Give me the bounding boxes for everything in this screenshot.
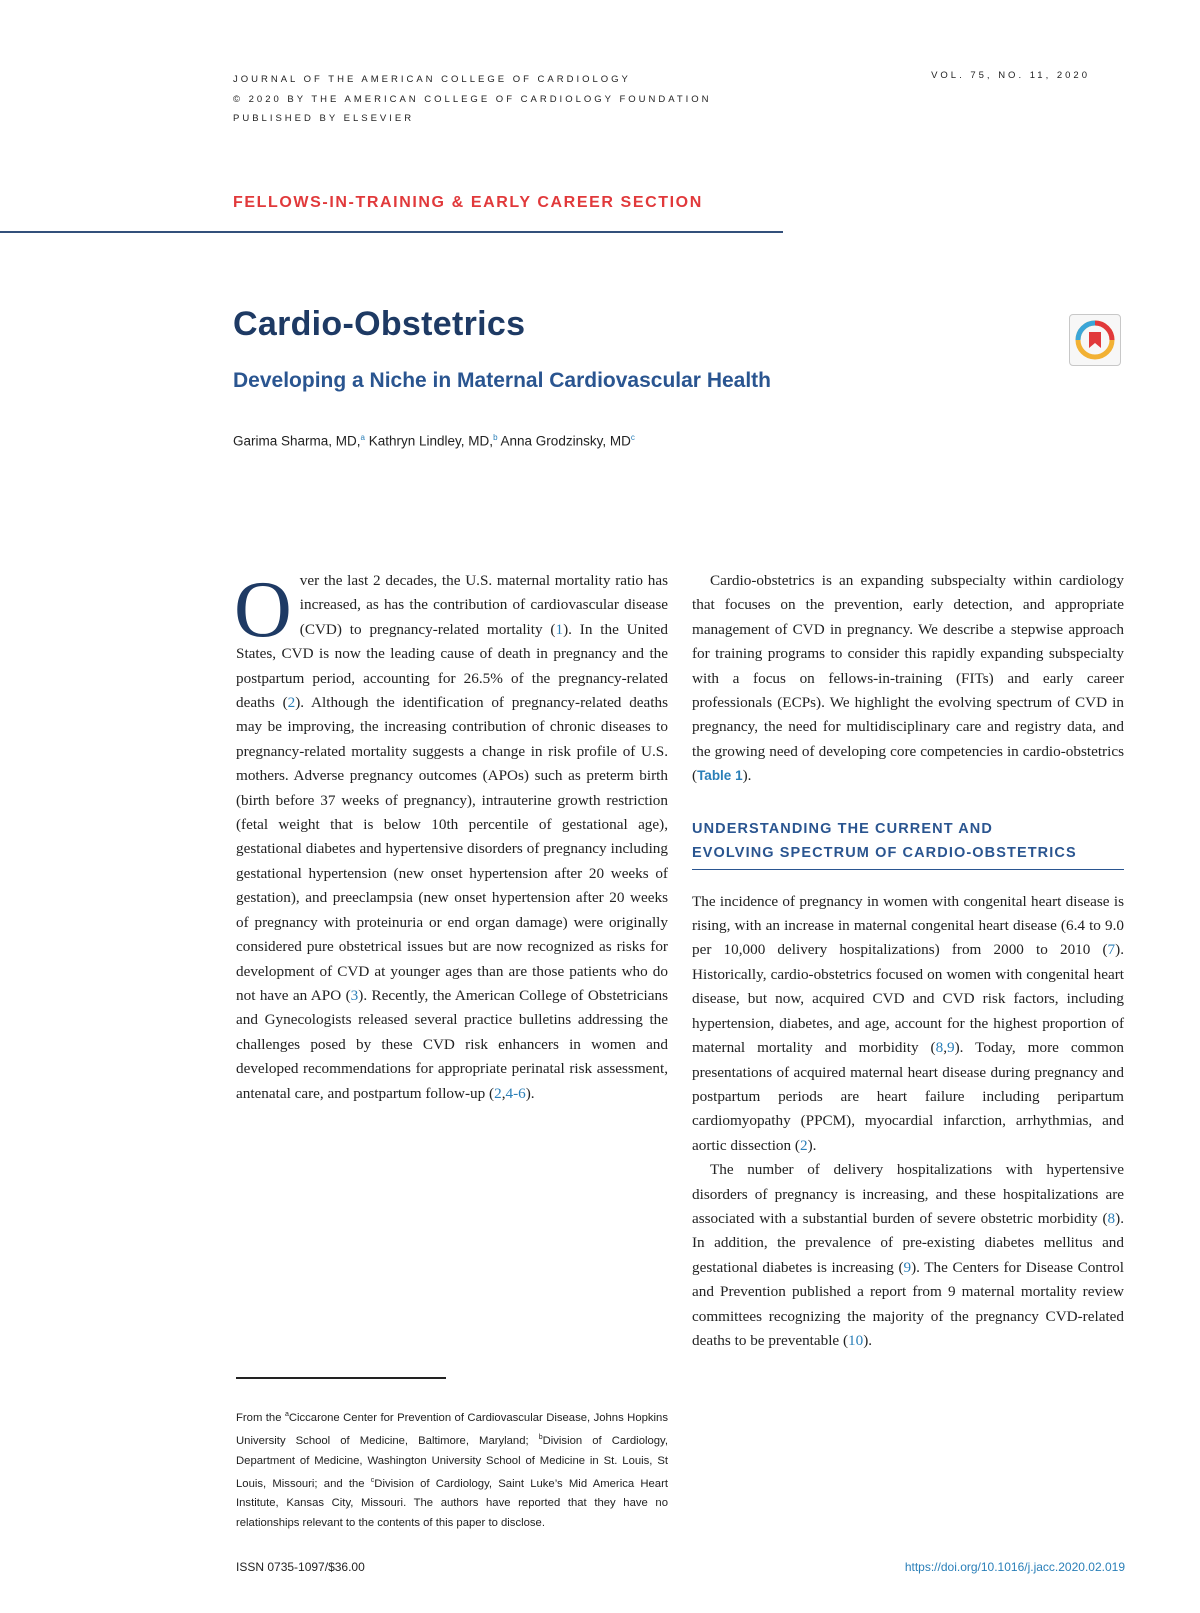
citation-link[interactable]: 8 bbox=[1107, 1209, 1116, 1227]
publisher-line: PUBLISHED BY ELSEVIER bbox=[233, 113, 415, 124]
journal-masthead bbox=[233, 70, 712, 129]
journal-name: JOURNAL OF THE AMERICAN COLLEGE OF CARDIOLOGY bbox=[233, 74, 631, 85]
paragraph: The incidence of pregnancy in women with congenital heart disease is rising, with an increase in maternal congenital heart disease (6.4 to 9.0 per 10,000 delivery hospitalizations) from 2000 to 2010 (7). Historically, cardio-obstetrics focused on women with congenital heart disease, but now, acquired CVD and CVD risk factors, including hypertension, diabetes, and age, account for the highest proportion of maternal mortality and morbidity (8,9). Today, more common presentations of acquired maternal heart disease during pregnancy and postpartum periods are heart failure including peripartum cardiomyopathy (PPCM), myocardial infarction, arrhythmias, and aortic dissection (2). bbox=[692, 892, 1125, 1154]
citation-link[interactable]: 7 bbox=[1107, 941, 1116, 959]
citation-link[interactable]: 9 bbox=[903, 1258, 912, 1276]
article-subtitle: Developing a Niche in Maternal Cardiovascular Health bbox=[233, 369, 771, 392]
affiliation-marker[interactable]: b bbox=[493, 433, 498, 442]
affiliation-marker[interactable]: a bbox=[360, 433, 365, 442]
copyright-line: © 2020 BY THE AMERICAN COLLEGE OF CARDIOLOGY FOUNDATION bbox=[233, 93, 712, 105]
table-link[interactable]: Table 1 bbox=[697, 768, 743, 784]
author-name: Anna Grodzinsky, MD bbox=[500, 433, 631, 449]
intro-paragraph: Over the last 2 decades, the U.S. maternal mortality ratio has increased, as has the contribution of cardiovascular disease (CVD) to pregnancy-related mortality (1). In the United States, CVD is now the leading cause of death in pregnancy and the postpartum period, accounting for 26.5% of the pregnancy-related deaths (2). Although the identification of pregnancy-related deaths may be improving, the increasing contribution of chronic diseases to pregnancy-related mortality suggests a change in risk profile of U.S. mothers. Adverse pregnancy outcomes (APOs) such as preterm birth (birth before 37 weeks of pregnancy), intrauterine growth restriction (fetal weight that is below 10th percentile of gestational age), gestational diabetes and hypertensive disorders of pregnancy including gestational hypertension (new onset hypertension after 20 weeks of gestation), and preeclampsia (new onset hypertension after 20 weeks of pregnancy with proteinuria or end organ damage) were originally considered pure obstetrical issues but are now recognized as risks for development of CVD at younger ages than are those patients who do not have an APO (3). Recently, the American College of Obstetricians and Gynecologists released several practice bulletins addressing the challenges posed by these CVD risk enhancers in women and developed recommendations for appropriate perinatal risk assessment, antenatal care, and postpartum follow-up (2,4-6). bbox=[234, 566, 668, 1102]
author-list bbox=[233, 433, 635, 449]
affiliation-marker[interactable]: c bbox=[630, 433, 635, 442]
issn-line: ISSN 0735-1097/$36.00 bbox=[236, 1560, 365, 1574]
citation-link[interactable]: 4-6 bbox=[505, 1084, 526, 1102]
check-for-updates-button[interactable] bbox=[1069, 314, 1121, 366]
body-column-left bbox=[234, 566, 668, 1106]
citation-link[interactable]: 9 bbox=[947, 1039, 955, 1057]
volume-info: VOL. 75, NO. 11, 2020 bbox=[931, 70, 1090, 81]
citation-link[interactable]: 2 bbox=[494, 1084, 502, 1102]
doi-link[interactable]: https://doi.org/10.1016/j.jacc.2020.02.019 bbox=[904, 1560, 1125, 1574]
author-name: Garima Sharma, MD, bbox=[233, 433, 361, 449]
citation-link[interactable]: 8 bbox=[935, 1039, 944, 1057]
section-label: FELLOWS-IN-TRAINING & EARLY CAREER SECTION bbox=[233, 194, 703, 211]
section-divider bbox=[0, 231, 783, 233]
citation-link[interactable]: 2 bbox=[799, 1136, 808, 1154]
author-name: Kathryn Lindley, MD, bbox=[368, 433, 494, 449]
crossmark-icon bbox=[1070, 315, 1120, 365]
paragraph: Cardio-obstetrics is an expanding subspecialty within cardiology that focuses on the prevention, early detection, and appropriate management of CVD in pregnancy. We describe a stepwise approach for training programs to consider this rapidly expanding subspecialty with a focus on fellows-in-training (FITs) and early career professionals (ECPs). We highlight the evolving spectrum of CVD in pregnancy, the need for multidisciplinary care and registry data, and the growing need of developing core competencies in cardio-obstetrics (Table 1). bbox=[692, 572, 1124, 785]
drop-cap: O bbox=[234, 566, 292, 654]
article-title: Cardio-Obstetrics bbox=[233, 305, 526, 343]
body-column-right bbox=[692, 569, 1124, 1353]
citation-link[interactable]: 10 bbox=[848, 1331, 864, 1349]
section-heading: UNDERSTANDING THE CURRENT AND EVOLVING SPECTRUM OF CARDIO-OBSTETRICS bbox=[692, 817, 1124, 870]
footnote-divider bbox=[236, 1377, 446, 1379]
paragraph: The number of delivery hospitalizations with hypertensive disorders of pregnancy is increasing, and these hospitalizations are associated with a substantial burden of severe obstetric morbidity (8). In addition, the prevalence of pre-existing diabetes mellitus and gestational diabetes is increasing (9). The Centers for Disease Control and Prevention published a report from 9 maternal mortality review committees recognizing the majority of the pregnancy CVD-related deaths to be preventable (10). bbox=[692, 1161, 1124, 1349]
citation-link[interactable]: 2 bbox=[287, 694, 296, 712]
citation-link[interactable]: 3 bbox=[350, 986, 359, 1004]
affiliation-footnote: From the $^a$Ciccarone Center for Prevention of Cardiovascular Disease, Johns Hopkins University School of Medicine, Baltimore, Maryland; $^b$Division of Cardiology, Department of Medicine, Washington University School of Medicine in St. Louis, St Louis, Missouri; and the $^c$Division of Cardiology, Saint Luke’s Mid America Heart Institute, Kansas City, Missouri. The authors have reported that they have no relationships relevant to the contents of this paper to disclose. bbox=[236, 1411, 668, 1530]
citation-link[interactable]: 1 bbox=[555, 620, 564, 638]
